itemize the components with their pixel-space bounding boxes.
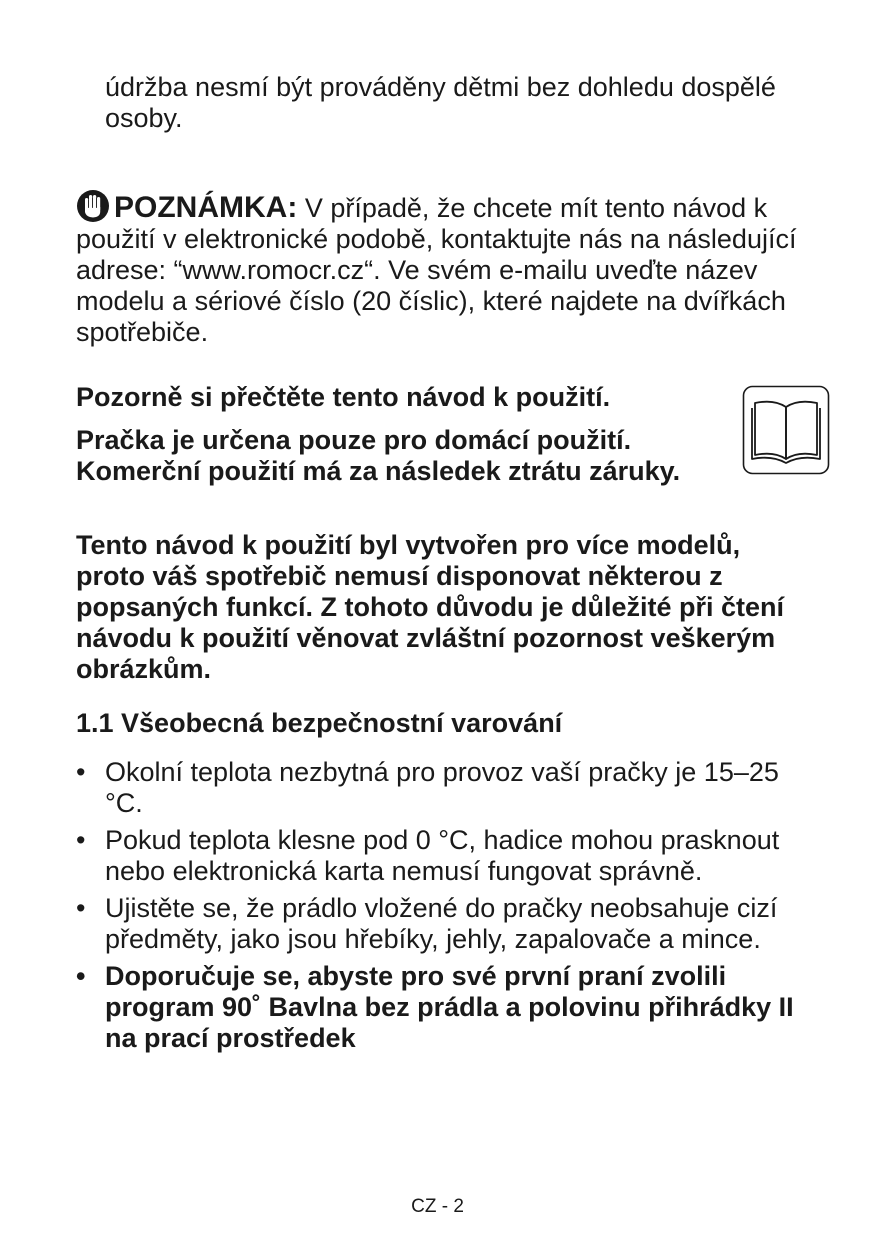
- list-item-text: Ujistěte se, že prádlo vložené do pračky neobsahuje cizí předměty, jako jsou hřebíky, jehly, zapalovače a mince.: [105, 893, 778, 954]
- list-item-text: Doporučuje se, abyste pro své první praní zvolili program 90˚ Bavlna bez prádla a polovinu přihrádky II na prací prostředek: [105, 961, 794, 1053]
- list-item: [76, 757, 816, 819]
- bullet-mark: •: [76, 893, 86, 923]
- section-heading: 1.1 Všeobecná bezpečnostní varování: [76, 708, 563, 738]
- list-item: [76, 893, 816, 955]
- list-item: [76, 961, 816, 1054]
- bullet-mark: •: [76, 825, 86, 855]
- intro-paragraph: údržba nesmí být prováděny dětmi bez dohledu dospělé osoby.: [105, 72, 776, 133]
- open-book-icon: [742, 385, 830, 475]
- note-label: POZNÁMKA:: [114, 191, 298, 224]
- list-item-text: Pokud teplota klesne pod 0 °C, hadice mohou prasknout nebo elektronická karta nemusí fungovat správně.: [105, 825, 780, 886]
- domestic-use-text: Pračka je určena pouze pro domácí použití. Komerční použití má za následek ztrátu záruky.: [76, 425, 681, 486]
- list-item-text: Okolní teplota nezbytná pro provoz vaší pračky je 15–25 °C.: [105, 757, 779, 818]
- bullet-mark: •: [76, 961, 86, 991]
- note-text: V případě, že chcete mít tento návod k použití v elektronické podobě, kontaktujte nás na následující adrese: “www.romocr.cz“. Ve svém e-mailu uveďte název modelu a sériové číslo (20 číslic), které najdete na dvířkách spotřebiče.: [76, 193, 797, 347]
- multi-model-text: Tento návod k použití byl vytvořen pro více modelů, proto váš spotřebič nemusí disponovat některou z popsaných funkcí. Z tohoto důvodu je důležité při čtení návodu k použití věnovat zvláštní pozornost veškerým obrázkům.: [76, 530, 785, 684]
- stop-hand-icon: [76, 189, 110, 223]
- list-item: [76, 825, 816, 887]
- bullet-mark: •: [76, 757, 86, 787]
- safety-warnings-list: [76, 757, 816, 1060]
- page-number: CZ - 2: [411, 1196, 464, 1217]
- read-carefully-text: Pozorně si přečtěte tento návod k použití.: [76, 382, 611, 412]
- note-paragraph: [76, 189, 801, 348]
